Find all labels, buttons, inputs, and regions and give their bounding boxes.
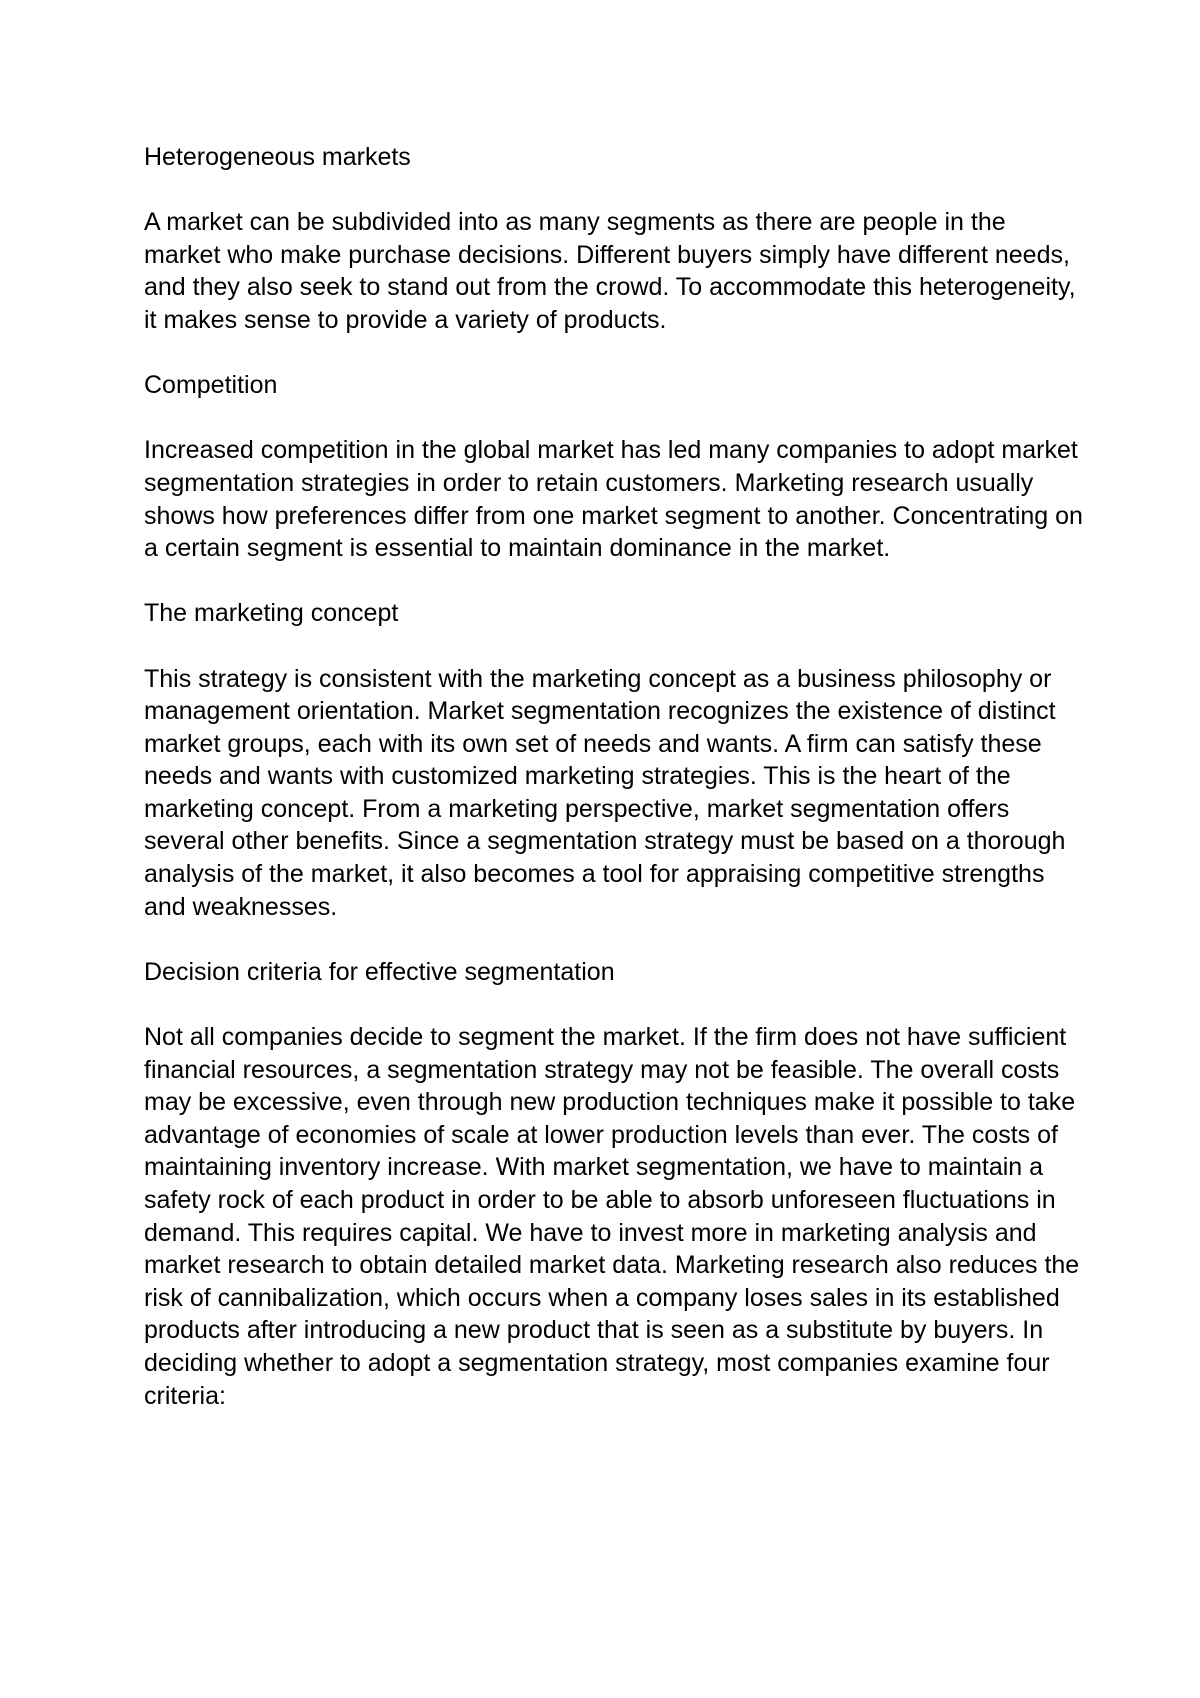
section-paragraph-decision-criteria: Not all companies decide to segment the market. If the firm does not have sufficient financial resources, a segmentation strategy may not be feasible. The overall costs may be excessive, even through new production techniques make it possible to take advantage of economies of scale at lower production levels than ever. The costs of maintaining inventory increase. With market segmentation, we have to maintain a safety rock of each product in order to be able to absorb unforeseen fluctuations in demand. This requires capital. We have to invest more in marketing analysis and market research to obtain detailed market data. Marketing research also reduces the risk of cannibalization, which occurs when a company loses sales in its established products after introducing a new product that is seen as a substitute by buyers. In deciding whether to adopt a segmentation strategy, most companies examine four criteria: (144, 1023, 1080, 1410)
section-paragraph-heterogeneous-markets: A market can be subdivided into as many segments as there are people in the market who make purchase decisions. Different buyers simply have different needs, and they also seek to stand out from the crowd. To accommodate this heterogeneity, it makes sense to provide a variety of products. (144, 208, 1076, 334)
section-paragraph-marketing-concept: This strategy is consistent with the marketing concept as a business philosophy or management orientation. Market segmentation recognizes the existence of distinct market groups, each with its own set of needs and wants. A firm can satisfy these needs and wants with customized marketing strategies. This is the heart of the marketing concept. From a marketing perspective, market segmentation offers several other benefits. Since a segmentation strategy must be based on a thorough analysis of the market, it also becomes a tool for appraising competitive strengths and weaknesses. (144, 664, 1066, 921)
section-heading-competition: Competition (144, 371, 278, 400)
section-heading-marketing-concept: The marketing concept (144, 599, 399, 628)
document-body (144, 141, 1084, 1445)
section-heading-heterogeneous-markets: Heterogeneous markets (144, 143, 411, 171)
section-paragraph-competition: Increased competition in the global market has led many companies to adopt market segmentation strategies in order to retain customers. Marketing research usually shows how preferences differ from one market segment to another. Concentrating on a certain segment is essential to maintain dominance in the market. (144, 436, 1083, 563)
section-heading-decision-criteria: Decision criteria for effective segmentation (144, 957, 615, 986)
